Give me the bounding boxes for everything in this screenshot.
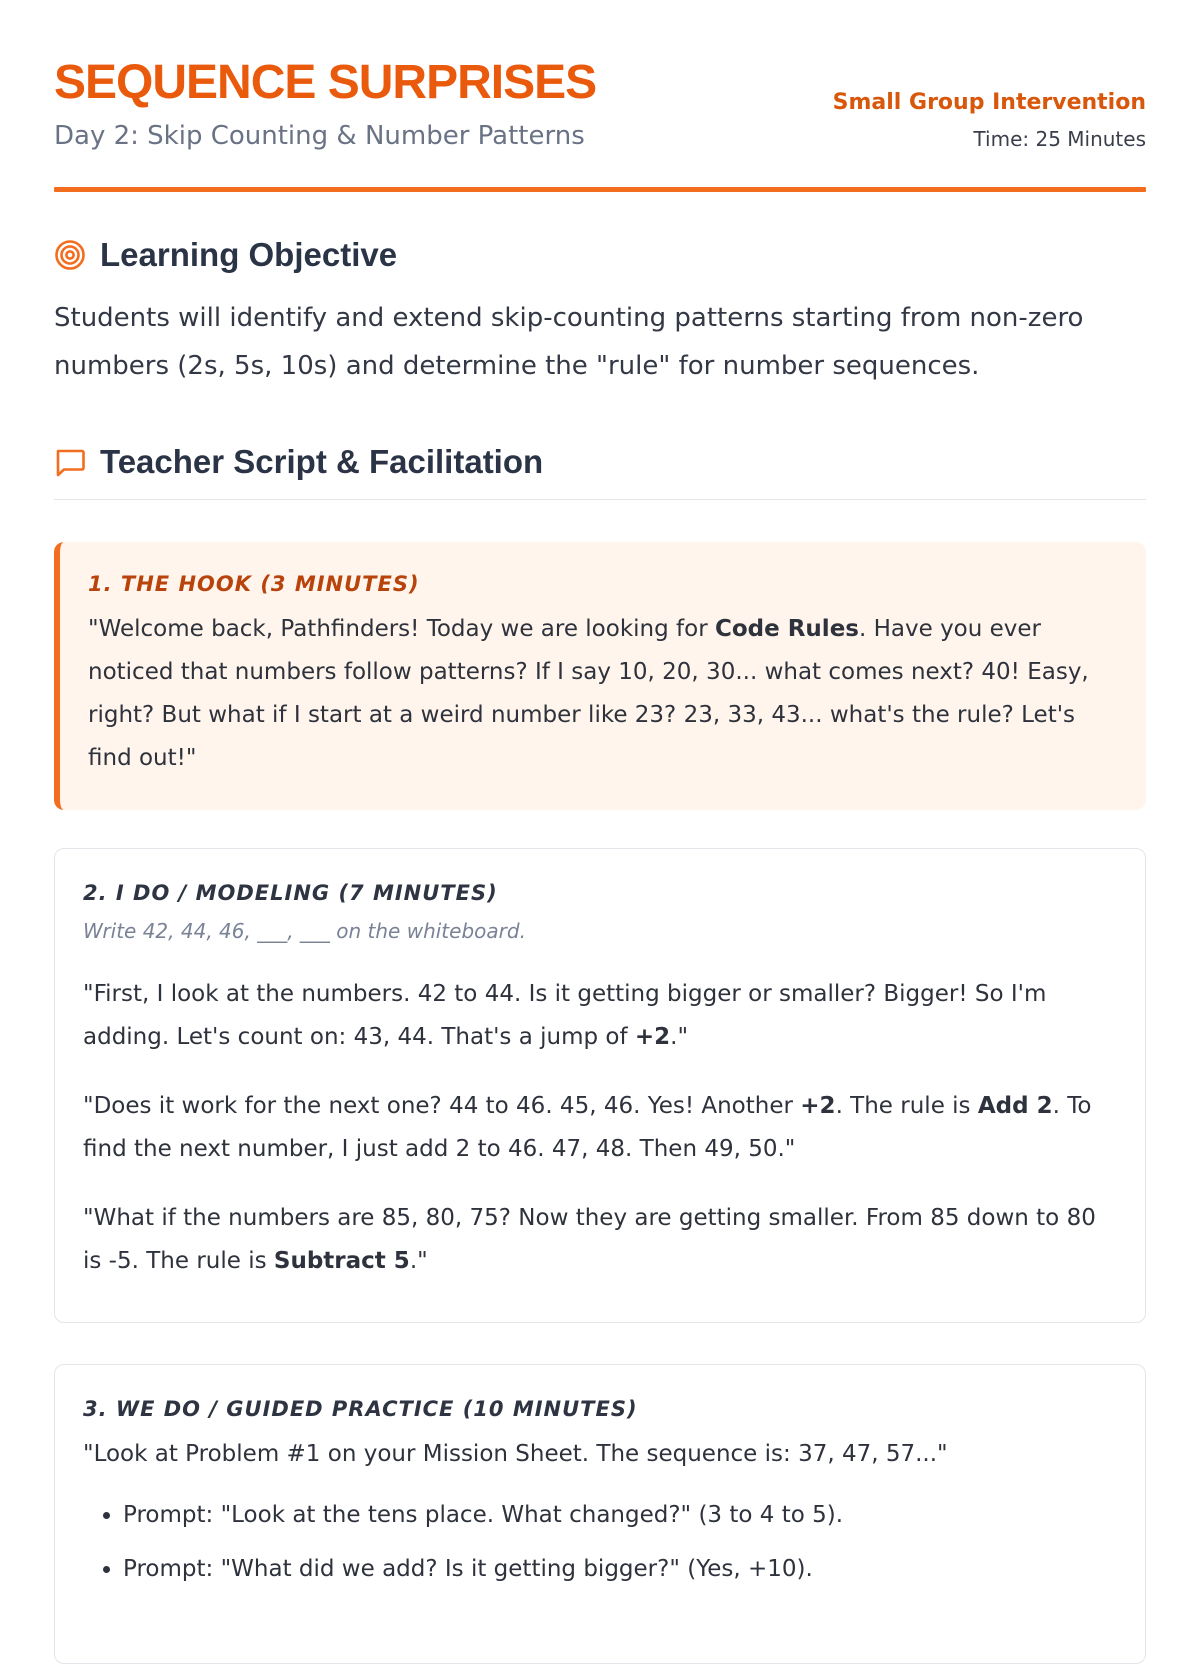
modeling-paragraph-2: "Does it work for the next one? 44 to 46. 45, 46. Yes! Another +2. The rule is Add 2. To find the next number, I just add 2 to 46. 47, 48. Then 49, 50." [83, 1093, 1092, 1162]
speech-bubble-icon [54, 445, 88, 479]
script-title: Teacher Script & Facilitation [100, 443, 544, 480]
modeling-card [54, 848, 1146, 1323]
objective-heading [54, 235, 1146, 275]
guided-card [54, 1364, 1146, 1664]
section-divider [54, 499, 1146, 500]
guided-label: 3. WE DO / GUIDED PRACTICE (10 MINUTES) [83, 1397, 638, 1421]
header-rule [54, 187, 1146, 192]
prompt-list [83, 1488, 1117, 1596]
objective-text: Students will identify and extend skip-counting patterns starting from non-zero numbers (2s, 5s, 10s) and determine the "rule" for number sequences. [54, 303, 1084, 381]
modeling-note: Write 42, 44, 46, ___, ___ on the whiteboard. [83, 919, 526, 943]
list-item: • Prompt: "Look at the tens place. What changed?" (3 to 4 to 5). [123, 1488, 1117, 1542]
lesson-meta [833, 88, 1146, 152]
hook-card [54, 542, 1146, 810]
hook-emphasis: Code Rules [714, 616, 859, 642]
list-item: • Prompt: "What did we add? Is it getting bigger?" (Yes, +10). [123, 1542, 1117, 1596]
modeling-label: 2. I DO / MODELING (7 MINUTES) [83, 881, 498, 905]
lesson-header [54, 55, 1146, 195]
objective-title: Learning Objective [100, 236, 398, 273]
target-icon [54, 238, 88, 272]
modeling-paragraph-1: "First, I look at the numbers. 42 to 44. Is it getting bigger or smaller? Bigger! So I'm adding. Let's count on: 43, 44. That's a jump of +2." [83, 981, 1047, 1050]
hook-text: "Welcome back, Pathfinders! Today we are looking for Code Rules. Have you ever noticed that numbers follow patterns? If I say 10, 20, 30... what comes next? 40! Easy, right? But what if I start at a weird number like 23? 23, 33, 43... what's the rule? Let's find out!" [88, 616, 1089, 771]
lesson-title: SEQUENCE SURPRISES [54, 56, 597, 109]
modeling-paragraph-3: "What if the numbers are 85, 80, 75? Now they are getting smaller. From 85 down to 80 is -5. The rule is Subtract 5." [83, 1205, 1096, 1274]
lesson-subtitle: Day 2: Skip Counting & Number Patterns [54, 121, 585, 151]
script-heading [54, 442, 1146, 482]
program-label: Small Group Intervention [832, 90, 1146, 115]
time-label: Time: 25 Minutes [973, 127, 1146, 151]
guided-intro: "Look at Problem #1 on your Mission Sheet. The sequence is: 37, 47, 57..." [83, 1441, 948, 1467]
hook-label: 1. THE HOOK (3 MINUTES) [88, 572, 420, 596]
